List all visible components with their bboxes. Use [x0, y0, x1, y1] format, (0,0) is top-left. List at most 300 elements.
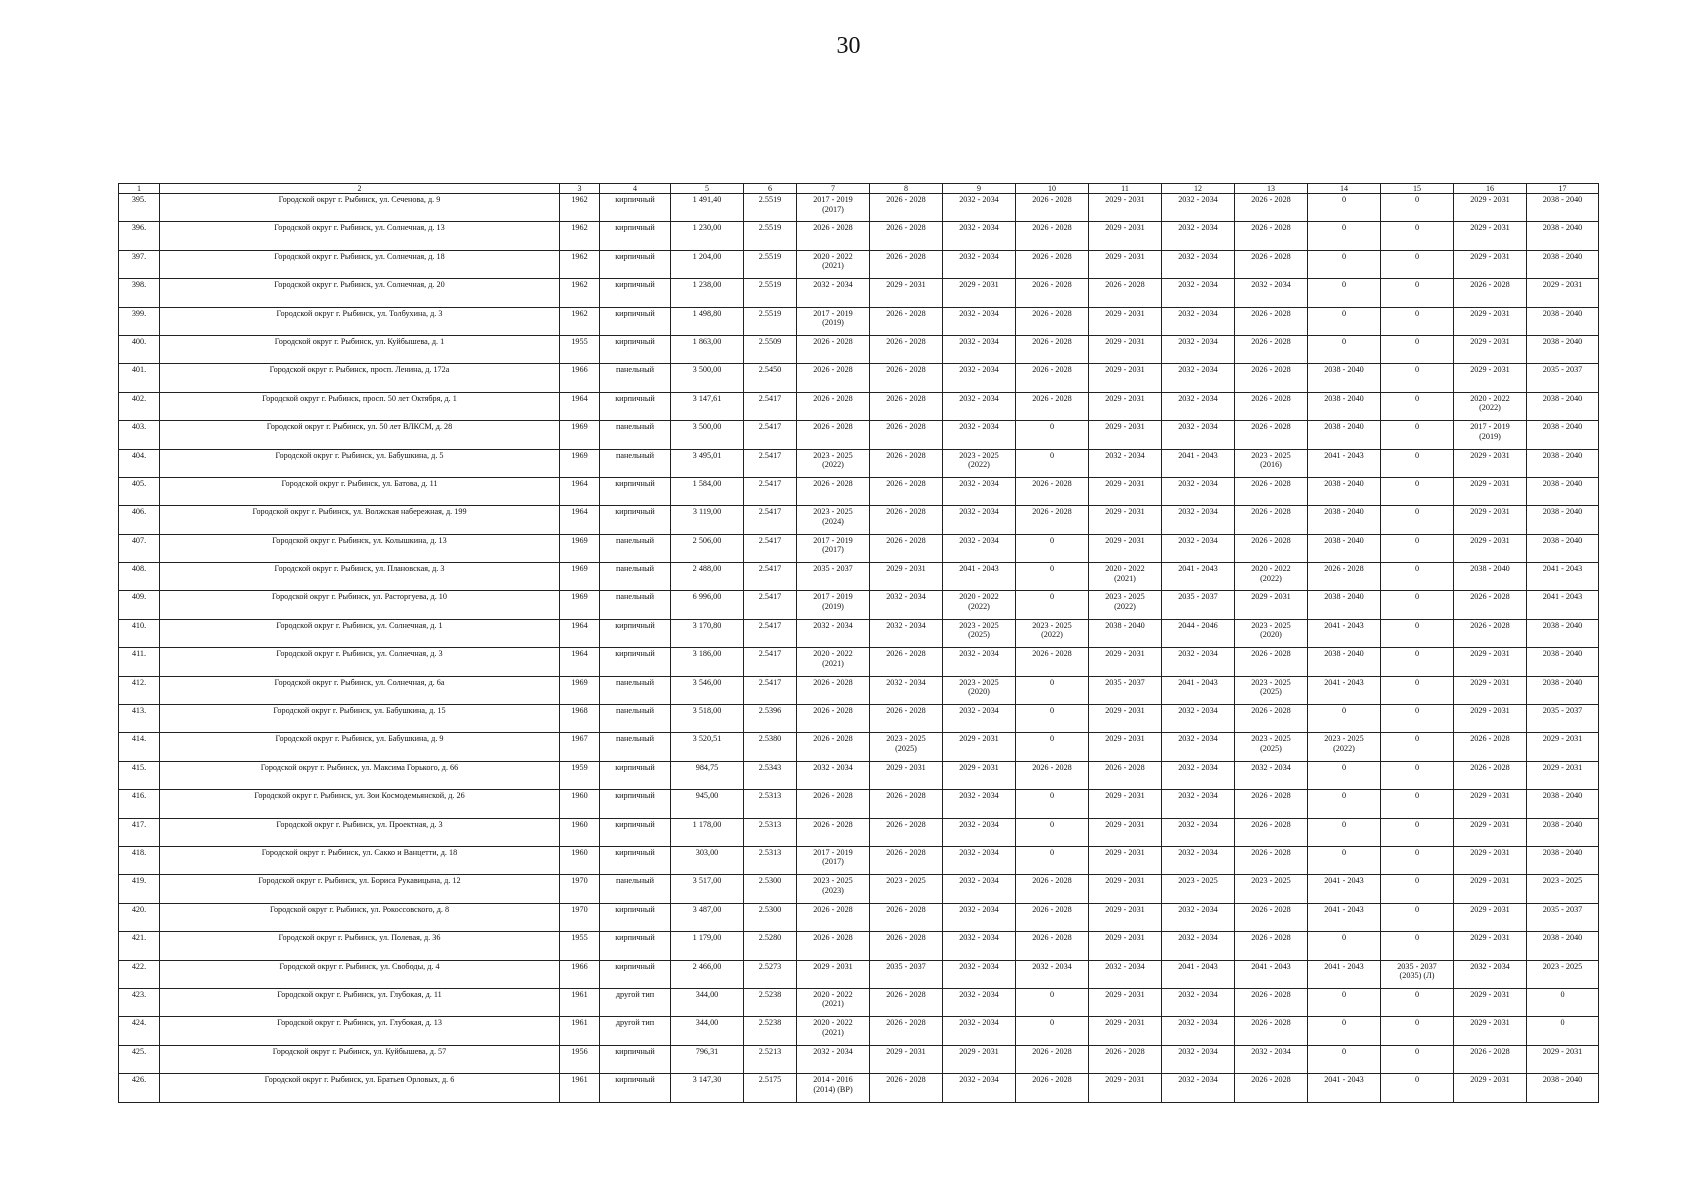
- cell-period-14: 2041 - 2043: [1308, 960, 1381, 988]
- cell-period-8: 2029 - 2031: [870, 1045, 943, 1073]
- cell-period-16: 2026 - 2028: [1454, 279, 1527, 307]
- cell-row-number: 421.: [119, 932, 160, 960]
- cell-period-17: 2038 - 2040: [1527, 307, 1599, 335]
- cell-period-10: 2026 - 2028: [1016, 307, 1089, 335]
- cell-period-10: 0: [1016, 846, 1089, 874]
- cell-period-17: 2029 - 2031: [1527, 279, 1599, 307]
- cell-wall-material: кирпичный: [600, 1074, 671, 1102]
- cell-total-area: 1 238,00: [671, 279, 744, 307]
- cell-period-13: 2026 - 2028: [1235, 421, 1308, 449]
- cell-period-14: 0: [1308, 279, 1381, 307]
- cell-period-12: 2032 - 2034: [1162, 335, 1235, 363]
- cell-period-11: 2029 - 2031: [1089, 392, 1162, 420]
- cell-period-15: 0: [1381, 932, 1454, 960]
- cell-period-16: 2029 - 2031: [1454, 648, 1527, 676]
- cell-total-area: 2 466,00: [671, 960, 744, 988]
- cell-period-8: 2026 - 2028: [870, 335, 943, 363]
- cell-period-11: 2032 - 2034: [1089, 960, 1162, 988]
- cell-period-17: 2038 - 2040: [1527, 250, 1599, 278]
- cell-period-8: 2026 - 2028: [870, 250, 943, 278]
- cell-wall-material: панельный: [600, 591, 671, 619]
- cell-period-9: 2032 - 2034: [943, 1074, 1016, 1102]
- cell-period-16: 2026 - 2028: [1454, 761, 1527, 789]
- cell-period-14: 2038 - 2040: [1308, 392, 1381, 420]
- cell-period-14: 2041 - 2043: [1308, 619, 1381, 647]
- cell-priority-index: 2.5417: [744, 648, 797, 676]
- cell-period-15: 0: [1381, 194, 1454, 222]
- cell-period-16: 2029 - 2031: [1454, 194, 1527, 222]
- column-header-15: 15: [1381, 184, 1454, 194]
- cell-period-14: 2041 - 2043: [1308, 676, 1381, 704]
- cell-wall-material: кирпичный: [600, 932, 671, 960]
- cell-address: Городской округ г. Рыбинск, ул. Полевая, д. 36: [160, 932, 560, 960]
- cell-period-15: 0: [1381, 790, 1454, 818]
- cell-period-7: 2035 - 2037: [797, 563, 870, 591]
- cell-period-7: 2023 - 2025 (2024): [797, 506, 870, 534]
- cell-period-17: 2023 - 2025: [1527, 960, 1599, 988]
- cell-address: Городской округ г. Рыбинск, ул. Бабушкина, д. 9: [160, 733, 560, 761]
- cell-row-number: 411.: [119, 648, 160, 676]
- cell-period-12: 2035 - 2037: [1162, 591, 1235, 619]
- table-row: [119, 761, 1599, 789]
- cell-period-8: 2026 - 2028: [870, 1017, 943, 1045]
- cell-period-10: 0: [1016, 563, 1089, 591]
- cell-period-16: 2029 - 2031: [1454, 477, 1527, 505]
- cell-period-17: 0: [1527, 988, 1599, 1016]
- cell-period-8: 2026 - 2028: [870, 194, 943, 222]
- cell-wall-material: кирпичный: [600, 960, 671, 988]
- column-header-9: 9: [943, 184, 1016, 194]
- cell-period-14: 2038 - 2040: [1308, 506, 1381, 534]
- cell-period-17: 2041 - 2043: [1527, 591, 1599, 619]
- cell-address: Городской округ г. Рыбинск, ул. Солнечная, д. 18: [160, 250, 560, 278]
- cell-period-14: 0: [1308, 1017, 1381, 1045]
- table-row: [119, 846, 1599, 874]
- cell-period-11: 2029 - 2031: [1089, 875, 1162, 903]
- table-row: [119, 818, 1599, 846]
- cell-period-14: 2038 - 2040: [1308, 477, 1381, 505]
- cell-period-12: 2032 - 2034: [1162, 818, 1235, 846]
- cell-period-8: 2026 - 2028: [870, 903, 943, 931]
- cell-period-13: 2023 - 2025 (2020): [1235, 619, 1308, 647]
- cell-period-9: 2041 - 2043: [943, 563, 1016, 591]
- cell-period-17: 2038 - 2040: [1527, 421, 1599, 449]
- cell-period-11: 2029 - 2031: [1089, 1074, 1162, 1102]
- cell-period-8: 2026 - 2028: [870, 477, 943, 505]
- cell-period-9: 2032 - 2034: [943, 307, 1016, 335]
- cell-wall-material: панельный: [600, 733, 671, 761]
- cell-period-10: 2026 - 2028: [1016, 506, 1089, 534]
- cell-period-16: 2029 - 2031: [1454, 364, 1527, 392]
- cell-period-17: 2038 - 2040: [1527, 818, 1599, 846]
- cell-period-14: 0: [1308, 335, 1381, 363]
- cell-period-12: 2032 - 2034: [1162, 705, 1235, 733]
- cell-priority-index: 2.5417: [744, 619, 797, 647]
- cell-period-16: 2026 - 2028: [1454, 591, 1527, 619]
- cell-period-13: 2032 - 2034: [1235, 761, 1308, 789]
- cell-period-9: 2032 - 2034: [943, 988, 1016, 1016]
- column-header-2: 2: [160, 184, 560, 194]
- cell-period-11: 2029 - 2031: [1089, 250, 1162, 278]
- cell-row-number: 405.: [119, 477, 160, 505]
- cell-period-11: 2029 - 2031: [1089, 534, 1162, 562]
- cell-period-8: 2023 - 2025: [870, 875, 943, 903]
- cell-priority-index: 2.5343: [744, 761, 797, 789]
- cell-period-11: 2038 - 2040: [1089, 619, 1162, 647]
- cell-period-9: 2029 - 2031: [943, 761, 1016, 789]
- cell-period-16: 2029 - 2031: [1454, 449, 1527, 477]
- cell-period-13: 2023 - 2025 (2025): [1235, 733, 1308, 761]
- cell-period-16: 2029 - 2031: [1454, 534, 1527, 562]
- cell-priority-index: 2.5417: [744, 676, 797, 704]
- cell-period-9: 2032 - 2034: [943, 194, 1016, 222]
- table-row: [119, 449, 1599, 477]
- cell-build-year: 1969: [560, 534, 600, 562]
- cell-priority-index: 2.5417: [744, 563, 797, 591]
- cell-period-13: 2026 - 2028: [1235, 846, 1308, 874]
- column-header-13: 13: [1235, 184, 1308, 194]
- cell-period-11: 2029 - 2031: [1089, 932, 1162, 960]
- cell-period-16: 2029 - 2031: [1454, 988, 1527, 1016]
- cell-priority-index: 2.5273: [744, 960, 797, 988]
- cell-period-10: 2026 - 2028: [1016, 932, 1089, 960]
- cell-period-16: 2032 - 2034: [1454, 960, 1527, 988]
- cell-period-15: 0: [1381, 1045, 1454, 1073]
- cell-priority-index: 2.5396: [744, 705, 797, 733]
- cell-period-10: 2026 - 2028: [1016, 194, 1089, 222]
- cell-period-11: 2029 - 2031: [1089, 335, 1162, 363]
- cell-address: Городской округ г. Рыбинск, ул. Сакко и Ванцетти, д. 18: [160, 846, 560, 874]
- table-row: [119, 875, 1599, 903]
- cell-period-9: 2032 - 2034: [943, 1017, 1016, 1045]
- cell-period-13: 2026 - 2028: [1235, 506, 1308, 534]
- cell-period-12: 2032 - 2034: [1162, 761, 1235, 789]
- cell-period-10: 2026 - 2028: [1016, 222, 1089, 250]
- cell-period-8: 2032 - 2034: [870, 676, 943, 704]
- cell-priority-index: 2.5380: [744, 733, 797, 761]
- cell-total-area: 2 488,00: [671, 563, 744, 591]
- cell-address: Городской округ г. Рыбинск, просп. 50 лет Октября, д. 1: [160, 392, 560, 420]
- cell-period-13: 2026 - 2028: [1235, 222, 1308, 250]
- cell-address: Городской округ г. Рыбинск, ул. Волжская набережная, д. 199: [160, 506, 560, 534]
- cell-total-area: 1 584,00: [671, 477, 744, 505]
- cell-period-7: 2026 - 2028: [797, 477, 870, 505]
- cell-total-area: 3 520,51: [671, 733, 744, 761]
- cell-total-area: 2 506,00: [671, 534, 744, 562]
- cell-period-15: 0: [1381, 733, 1454, 761]
- cell-period-15: 0: [1381, 846, 1454, 874]
- cell-period-8: 2029 - 2031: [870, 761, 943, 789]
- cell-row-number: 408.: [119, 563, 160, 591]
- cell-period-17: 2038 - 2040: [1527, 392, 1599, 420]
- cell-address: Городской округ г. Рыбинск, ул. Колышкина, д. 13: [160, 534, 560, 562]
- cell-period-12: 2032 - 2034: [1162, 1017, 1235, 1045]
- cell-wall-material: кирпичный: [600, 307, 671, 335]
- cell-wall-material: кирпичный: [600, 506, 671, 534]
- cell-row-number: 417.: [119, 818, 160, 846]
- cell-row-number: 395.: [119, 194, 160, 222]
- cell-period-15: 0: [1381, 477, 1454, 505]
- cell-wall-material: другой тип: [600, 988, 671, 1016]
- cell-total-area: 6 996,00: [671, 591, 744, 619]
- cell-period-14: 0: [1308, 194, 1381, 222]
- cell-build-year: 1970: [560, 903, 600, 931]
- cell-row-number: 396.: [119, 222, 160, 250]
- cell-period-10: 0: [1016, 705, 1089, 733]
- cell-build-year: 1964: [560, 477, 600, 505]
- cell-address: Городской округ г. Рыбинск, ул. Бориса Рукавицына, д. 12: [160, 875, 560, 903]
- cell-wall-material: кирпичный: [600, 648, 671, 676]
- cell-period-15: 0: [1381, 307, 1454, 335]
- cell-period-8: 2029 - 2031: [870, 563, 943, 591]
- cell-row-number: 397.: [119, 250, 160, 278]
- cell-period-11: 2029 - 2031: [1089, 818, 1162, 846]
- cell-period-7: 2014 - 2016 (2014) (ВР): [797, 1074, 870, 1102]
- cell-period-13: 2023 - 2025 (2025): [1235, 676, 1308, 704]
- cell-period-17: 2029 - 2031: [1527, 1045, 1599, 1073]
- cell-build-year: 1968: [560, 705, 600, 733]
- cell-period-15: 0: [1381, 875, 1454, 903]
- cell-period-15: 0: [1381, 279, 1454, 307]
- cell-period-7: 2026 - 2028: [797, 335, 870, 363]
- cell-period-9: 2032 - 2034: [943, 421, 1016, 449]
- cell-total-area: 1 178,00: [671, 818, 744, 846]
- cell-period-9: 2020 - 2022 (2022): [943, 591, 1016, 619]
- cell-address: Городской округ г. Рыбинск, ул. Куйбышева, д. 1: [160, 335, 560, 363]
- cell-row-number: 412.: [119, 676, 160, 704]
- cell-period-13: 2026 - 2028: [1235, 932, 1308, 960]
- cell-period-14: 2038 - 2040: [1308, 648, 1381, 676]
- cell-wall-material: кирпичный: [600, 790, 671, 818]
- cell-period-13: 2026 - 2028: [1235, 250, 1308, 278]
- column-header-14: 14: [1308, 184, 1381, 194]
- cell-period-13: 2026 - 2028: [1235, 364, 1308, 392]
- table-row: [119, 1045, 1599, 1073]
- cell-period-15: 0: [1381, 648, 1454, 676]
- table-row: [119, 591, 1599, 619]
- cell-row-number: 418.: [119, 846, 160, 874]
- cell-period-13: 2026 - 2028: [1235, 705, 1308, 733]
- table-row: [119, 960, 1599, 988]
- cell-period-15: 0: [1381, 534, 1454, 562]
- cell-wall-material: кирпичный: [600, 477, 671, 505]
- cell-period-12: 2032 - 2034: [1162, 279, 1235, 307]
- table-row: [119, 1074, 1599, 1102]
- cell-period-9: 2023 - 2025 (2020): [943, 676, 1016, 704]
- cell-address: Городской округ г. Рыбинск, ул. Зои Космодемьянской, д. 26: [160, 790, 560, 818]
- cell-period-9: 2032 - 2034: [943, 903, 1016, 931]
- table-row: [119, 563, 1599, 591]
- cell-period-17: 2038 - 2040: [1527, 449, 1599, 477]
- cell-period-12: 2032 - 2034: [1162, 846, 1235, 874]
- cell-priority-index: 2.5300: [744, 903, 797, 931]
- cell-priority-index: 2.5175: [744, 1074, 797, 1102]
- cell-priority-index: 2.5519: [744, 250, 797, 278]
- table-row: [119, 676, 1599, 704]
- cell-total-area: 3 119,00: [671, 506, 744, 534]
- cell-address: Городской округ г. Рыбинск, ул. Рокоссовского, д. 8: [160, 903, 560, 931]
- cell-period-9: 2029 - 2031: [943, 279, 1016, 307]
- cell-period-15: 0: [1381, 449, 1454, 477]
- cell-period-15: 0: [1381, 392, 1454, 420]
- cell-total-area: 1 204,00: [671, 250, 744, 278]
- cell-address: Городской округ г. Рыбинск, ул. Солнечная, д. 13: [160, 222, 560, 250]
- cell-build-year: 1962: [560, 279, 600, 307]
- cell-period-17: 2038 - 2040: [1527, 619, 1599, 647]
- cell-period-13: 2023 - 2025: [1235, 875, 1308, 903]
- cell-period-12: 2041 - 2043: [1162, 676, 1235, 704]
- cell-address: Городской округ г. Рыбинск, ул. Бабушкина, д. 15: [160, 705, 560, 733]
- cell-period-10: 0: [1016, 790, 1089, 818]
- cell-period-12: 2023 - 2025: [1162, 875, 1235, 903]
- cell-period-14: 0: [1308, 307, 1381, 335]
- cell-period-14: 2041 - 2043: [1308, 875, 1381, 903]
- cell-total-area: 1 491,40: [671, 194, 744, 222]
- cell-total-area: 3 518,00: [671, 705, 744, 733]
- cell-period-17: 2038 - 2040: [1527, 506, 1599, 534]
- cell-priority-index: 2.5417: [744, 449, 797, 477]
- cell-period-7: 2023 - 2025 (2023): [797, 875, 870, 903]
- cell-period-10: 2026 - 2028: [1016, 648, 1089, 676]
- cell-priority-index: 2.5519: [744, 307, 797, 335]
- cell-period-12: 2032 - 2034: [1162, 477, 1235, 505]
- cell-period-14: 2038 - 2040: [1308, 534, 1381, 562]
- cell-address: Городской округ г. Рыбинск, ул. Сеченова, д. 9: [160, 194, 560, 222]
- cell-period-8: 2026 - 2028: [870, 449, 943, 477]
- cell-priority-index: 2.5313: [744, 790, 797, 818]
- cell-priority-index: 2.5238: [744, 1017, 797, 1045]
- cell-period-11: 2029 - 2031: [1089, 988, 1162, 1016]
- cell-priority-index: 2.5238: [744, 988, 797, 1016]
- cell-build-year: 1959: [560, 761, 600, 789]
- cell-period-12: 2032 - 2034: [1162, 988, 1235, 1016]
- cell-period-15: 0: [1381, 619, 1454, 647]
- cell-period-14: 0: [1308, 761, 1381, 789]
- cell-period-8: 2032 - 2034: [870, 591, 943, 619]
- cell-period-16: 2026 - 2028: [1454, 1045, 1527, 1073]
- cell-period-17: 2035 - 2037: [1527, 364, 1599, 392]
- cell-period-13: 2026 - 2028: [1235, 392, 1308, 420]
- cell-period-17: 2035 - 2037: [1527, 903, 1599, 931]
- cell-period-11: 2029 - 2031: [1089, 1017, 1162, 1045]
- cell-build-year: 1960: [560, 790, 600, 818]
- cell-wall-material: панельный: [600, 534, 671, 562]
- cell-period-13: 2041 - 2043: [1235, 960, 1308, 988]
- cell-row-number: 419.: [119, 875, 160, 903]
- cell-period-12: 2032 - 2034: [1162, 222, 1235, 250]
- cell-period-8: 2032 - 2034: [870, 619, 943, 647]
- cell-address: Городской округ г. Рыбинск, ул. Батова, д. 11: [160, 477, 560, 505]
- cell-period-12: 2032 - 2034: [1162, 364, 1235, 392]
- housing-table-container: [118, 183, 1583, 1103]
- cell-build-year: 1962: [560, 250, 600, 278]
- cell-period-11: 2026 - 2028: [1089, 761, 1162, 789]
- cell-wall-material: кирпичный: [600, 194, 671, 222]
- cell-period-12: 2032 - 2034: [1162, 250, 1235, 278]
- cell-period-10: 2023 - 2025 (2022): [1016, 619, 1089, 647]
- cell-total-area: 1 863,00: [671, 335, 744, 363]
- cell-total-area: 984,75: [671, 761, 744, 789]
- cell-period-16: 2026 - 2028: [1454, 733, 1527, 761]
- cell-priority-index: 2.5417: [744, 477, 797, 505]
- cell-period-14: 2041 - 2043: [1308, 449, 1381, 477]
- cell-build-year: 1969: [560, 591, 600, 619]
- cell-period-15: 0: [1381, 591, 1454, 619]
- cell-row-number: 413.: [119, 705, 160, 733]
- cell-period-10: 2026 - 2028: [1016, 335, 1089, 363]
- cell-period-11: 2035 - 2037: [1089, 676, 1162, 704]
- cell-period-11: 2029 - 2031: [1089, 790, 1162, 818]
- cell-period-11: 2029 - 2031: [1089, 194, 1162, 222]
- cell-priority-index: 2.5280: [744, 932, 797, 960]
- cell-period-7: 2017 - 2019 (2019): [797, 307, 870, 335]
- cell-priority-index: 2.5519: [744, 279, 797, 307]
- cell-total-area: 1 179,00: [671, 932, 744, 960]
- cell-period-13: 2020 - 2022 (2022): [1235, 563, 1308, 591]
- column-header-6: 6: [744, 184, 797, 194]
- cell-total-area: 3 147,61: [671, 392, 744, 420]
- cell-period-14: 0: [1308, 818, 1381, 846]
- cell-period-8: 2023 - 2025 (2025): [870, 733, 943, 761]
- cell-build-year: 1969: [560, 449, 600, 477]
- cell-period-17: 2038 - 2040: [1527, 335, 1599, 363]
- cell-wall-material: кирпичный: [600, 222, 671, 250]
- cell-period-11: 2029 - 2031: [1089, 648, 1162, 676]
- cell-period-17: 0: [1527, 1017, 1599, 1045]
- cell-period-8: 2026 - 2028: [870, 534, 943, 562]
- cell-period-10: 2026 - 2028: [1016, 279, 1089, 307]
- table-row: [119, 392, 1599, 420]
- cell-period-7: 2017 - 2019 (2019): [797, 591, 870, 619]
- cell-period-14: 0: [1308, 988, 1381, 1016]
- cell-period-10: 2026 - 2028: [1016, 903, 1089, 931]
- cell-period-16: 2029 - 2031: [1454, 932, 1527, 960]
- cell-period-8: 2026 - 2028: [870, 1074, 943, 1102]
- cell-period-10: 2026 - 2028: [1016, 1045, 1089, 1073]
- cell-total-area: 945,00: [671, 790, 744, 818]
- cell-period-15: 0: [1381, 903, 1454, 931]
- cell-period-7: 2020 - 2022 (2021): [797, 1017, 870, 1045]
- cell-build-year: 1970: [560, 875, 600, 903]
- cell-priority-index: 2.5300: [744, 875, 797, 903]
- cell-build-year: 1960: [560, 846, 600, 874]
- cell-period-9: 2032 - 2034: [943, 846, 1016, 874]
- column-header-7: 7: [797, 184, 870, 194]
- cell-period-10: 0: [1016, 988, 1089, 1016]
- cell-period-10: 0: [1016, 1017, 1089, 1045]
- cell-wall-material: панельный: [600, 875, 671, 903]
- cell-period-15: 0: [1381, 506, 1454, 534]
- cell-period-11: 2029 - 2031: [1089, 846, 1162, 874]
- table-row: [119, 1017, 1599, 1045]
- cell-address: Городской округ г. Рыбинск, ул. Братьев Орловых, д. 6: [160, 1074, 560, 1102]
- cell-period-7: 2020 - 2022 (2021): [797, 648, 870, 676]
- cell-period-16: 2029 - 2031: [1454, 222, 1527, 250]
- cell-period-16: 2029 - 2031: [1454, 903, 1527, 931]
- cell-total-area: 796,31: [671, 1045, 744, 1073]
- cell-priority-index: 2.5313: [744, 818, 797, 846]
- cell-period-14: 0: [1308, 932, 1381, 960]
- cell-period-10: 0: [1016, 591, 1089, 619]
- cell-period-16: 2029 - 2031: [1454, 250, 1527, 278]
- cell-period-7: 2026 - 2028: [797, 932, 870, 960]
- cell-period-10: 0: [1016, 449, 1089, 477]
- cell-address: Городской округ г. Рыбинск, просп. Ленина, д. 172а: [160, 364, 560, 392]
- cell-period-9: 2032 - 2034: [943, 818, 1016, 846]
- cell-row-number: 414.: [119, 733, 160, 761]
- cell-period-7: 2026 - 2028: [797, 676, 870, 704]
- table-row: [119, 364, 1599, 392]
